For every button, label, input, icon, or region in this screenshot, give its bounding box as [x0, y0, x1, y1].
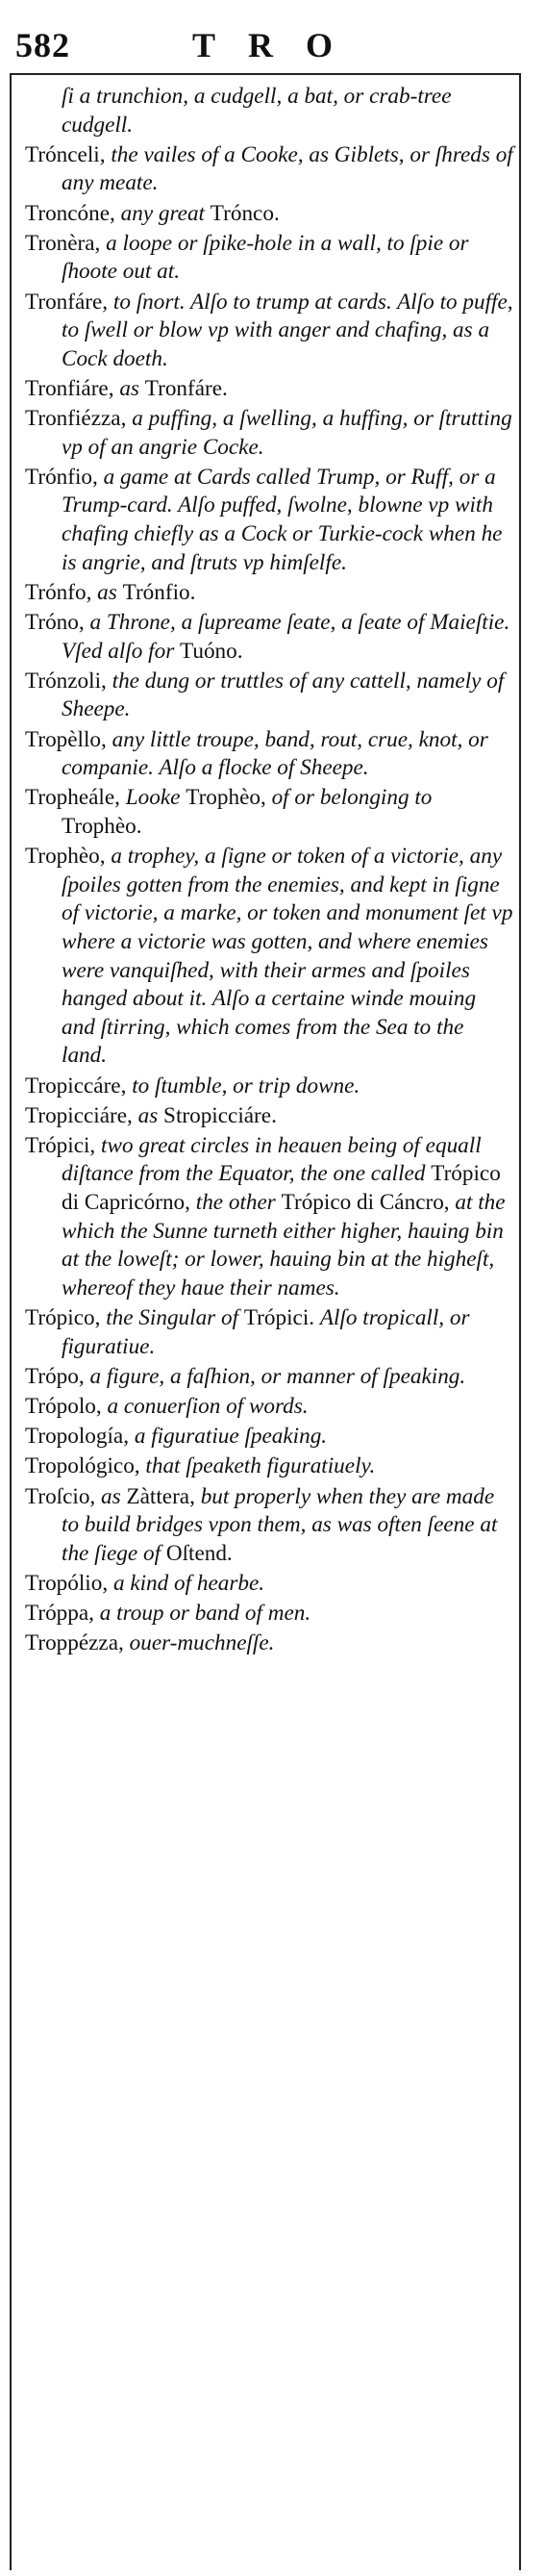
entry-definition: as [119, 375, 145, 401]
dictionary-entry [25, 200, 513, 229]
entry-headword: Tropólio, [25, 1570, 113, 1596]
entry-definition: any little troupe, band, rout, crue, knot, or companie. Alſo a flocke of Sheepe. [62, 726, 488, 781]
entry-definition: but properly when they are made to build bridges vpon them, as was often ſeene at the ſiege of [62, 1483, 498, 1566]
entry-headword: Trópico, [25, 1305, 107, 1331]
dictionary-entry [25, 609, 513, 666]
entry-headword: Tronfiáre, [25, 375, 120, 401]
dictionary-entry [25, 141, 513, 198]
entry-headword: Tropiccáre, [25, 1073, 133, 1099]
running-head: TRO [192, 26, 366, 64]
entry-definition: a loope or ſpike-hole in a wall, to ſpie or ſhoote out at. [62, 230, 469, 285]
dictionary-entry [25, 668, 513, 724]
dictionary-entry [25, 1600, 513, 1629]
entry-definition: ſi a trunchion, a cudgell, a bat, or crab-tree cudgell. [62, 84, 452, 138]
entry-definition: Alſo tropicall, or figuratiue. [62, 1305, 470, 1359]
entry-crossref: Trophèo, [186, 785, 272, 811]
entry-headword: Troncóne, [25, 200, 121, 226]
entry-headword: Trópolo, [25, 1394, 108, 1419]
entry-headword: Trónfo, [25, 579, 98, 605]
dictionary-entry [25, 289, 513, 374]
entry-definition: to ſtumble, or trip downe. [132, 1073, 360, 1099]
entry-crossref: Trónco. [210, 200, 280, 226]
entry-headword: Trophèo, [25, 844, 112, 870]
entry-definition: as [137, 1102, 164, 1128]
entry-crossref: Zàttera, [126, 1483, 201, 1509]
entry-definition: the vailes of a Cooke, as Giblets, or ſhreds of any meate. [62, 141, 513, 196]
entry-headword: Tronfáre, [25, 289, 113, 315]
dictionary-entry [25, 405, 513, 462]
entry-definition: of or belonging to [271, 785, 433, 811]
entry-definition: a Throne, a ſupreame ſeate, a ſeate of Maieſtie. Vſed alſo for [62, 610, 510, 664]
entry-definition: the other [195, 1190, 282, 1216]
dictionary-entry [25, 1393, 513, 1422]
dictionary-entry [25, 843, 513, 1071]
entry-headword: Trópici, [25, 1132, 102, 1158]
entry-definition: that ſpeaketh figuratiuely. [145, 1453, 376, 1479]
entry-definition: a troup or band of men. [99, 1601, 311, 1627]
entry-crossref: Tronfáre. [144, 375, 228, 401]
entry-crossref: Tuóno. [180, 638, 243, 664]
entry-crossref: Oſtend. [165, 1540, 233, 1566]
dictionary-entry [25, 1570, 513, 1599]
dictionary-entry [25, 1452, 513, 1481]
entry-definition: a kind of hearbe. [112, 1570, 265, 1596]
dictionary-entry [25, 230, 513, 287]
page-number: 582 [15, 26, 70, 64]
entry-definition: a trophey, a ſigne or token of a victorie, any ſpoiles gotten from the enemies, and kept in ſigne of victorie, a marke, or token and monument ſet vp where a victorie was gotten, and where enemies were vanquiſhed, with their armes and ſpoiles hanged about it. Alſo a certaine winde mouing and ſtirring, which comes from the Sea to the land. [62, 844, 513, 1069]
entry-headword: Tropicciáre, [25, 1102, 138, 1128]
entry-crossref: Trópico di Capricórno, [62, 1161, 501, 1216]
entry-definition: a figuratiue ſpeaking. [134, 1424, 328, 1450]
dictionary-entry [25, 1363, 513, 1392]
entry-definition: a conuerſion of words. [107, 1394, 309, 1419]
entry-definition: as [101, 1483, 127, 1509]
entry-crossref: Stropicciáre. [163, 1102, 277, 1128]
entry-headword: Tróno, [25, 610, 90, 636]
entry-headword: Trópo, [25, 1363, 90, 1389]
entry-headword: Trónzoli, [25, 668, 112, 694]
entry-definition: a figure, a faſhion, or manner of ſpeaking. [89, 1363, 466, 1389]
dictionary-entry [25, 579, 513, 608]
dictionary-entry [25, 1304, 513, 1361]
entry-headword: Troſcio, [25, 1483, 102, 1509]
dictionary-entry [25, 1423, 513, 1452]
entry-definition: ouer-muchneſſe. [129, 1630, 275, 1656]
entry-headword: Tropología, [25, 1424, 135, 1450]
entry-definition: the Singular of [106, 1305, 244, 1331]
entry-definition: to ſnort. Alſo to trump at cards. Alſo to puffe, to ſwell or blow vp with anger and chafing, as a Cock doeth. [62, 289, 513, 371]
entry-definition: a puffing, a ſwelling, a huffing, or ſtrutting vp of an angrie Cocke. [62, 406, 512, 460]
entry-headword: Tronèra, [25, 230, 107, 256]
entry-headword: Tropèllo, [25, 726, 112, 752]
dictionary-entry [25, 1073, 513, 1101]
entry-headword: Trónfio, [25, 464, 104, 490]
dictionary-entry [25, 1483, 513, 1569]
dictionary-entry [25, 784, 513, 841]
entry-headword: Tropológico, [25, 1453, 146, 1479]
entry-definition: as [97, 579, 123, 605]
dictionary-entry [25, 375, 513, 404]
entry-crossref: Trophèo. [62, 813, 142, 839]
entry-crossref: Trópici. [243, 1305, 320, 1331]
entry-list [25, 83, 513, 1660]
entry-definition: a game at Cards called Trump, or Ruff, or a Trump-card. Alſo puffed, ſwolne, blowne vp with chafing chiefly as a Cock or Turkie-cock when he is angrie, and ſtruts vp himſelfe. [62, 464, 503, 575]
dictionary-entry [25, 83, 513, 139]
entry-headword: Tróppa, [25, 1601, 100, 1627]
dictionary-entry [25, 1102, 513, 1131]
entry-headword: Trónceli, [25, 141, 112, 167]
dictionary-entry [25, 1629, 513, 1658]
entry-crossref: Trónfio. [122, 579, 196, 605]
dictionary-entry [25, 726, 513, 783]
entry-definition: the dung or truttles of any cattell, namely of Sheepe. [62, 668, 505, 722]
entry-headword: Troppézza, [25, 1630, 130, 1656]
page-header [0, 25, 546, 63]
entry-crossref: Trópico di Cáncro, [281, 1190, 456, 1216]
entry-definition: at the which the Sunne turneth either higher, hauing bin at the loweſt; or lower, hauing bin at the higheſt, whereof they haue their names. [62, 1190, 506, 1301]
entry-definition: any great [120, 200, 211, 226]
entry-headword: Tropheále, [25, 785, 126, 811]
dictionary-entry [25, 464, 513, 577]
dictionary-entry [25, 1132, 513, 1303]
entry-headword: Tronfiézza, [25, 406, 133, 432]
entry-definition: two great circles in heauen being of equall diſtance from the Equator, the one called [62, 1132, 482, 1187]
entry-definition: Looke [125, 785, 186, 811]
